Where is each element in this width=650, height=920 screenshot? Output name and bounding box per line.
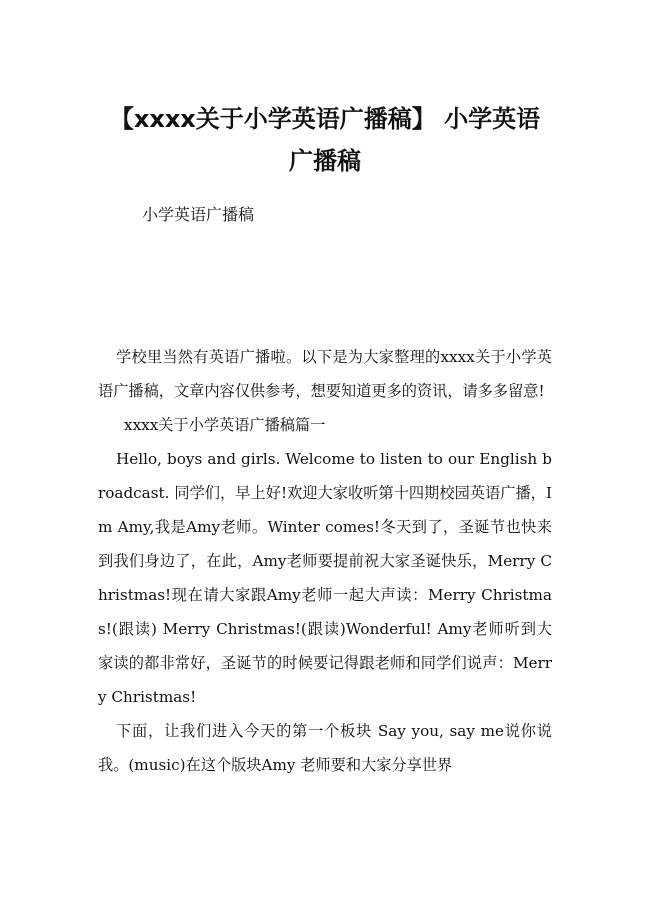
body-paragraph-1: Hello, boys and girls. Welcome to listen to our English broadcast. 同学们，早上好!欢迎大家收听第十四期校园英语广播，Im Amy,我是Amy老师。Winter comes!冬天到了，圣诞节也快来到我们身边了，在此，Amy老师要提前祝大家圣诞快乐，Merry Christmas!现在请大家跟Amy老师一起大声读：Merry Christmas!(跟读) Merry Christmas!(跟读)Wonderful! Amy老师听到大家读的都非常好，圣诞节的时候要记得跟老师和同学们说声：Merry Christmas! <box>98 450 552 706</box>
body-paragraph-2: 下面，让我们进入今天的第一个板块 Say you, say me说你说我。(music)在这个版块Amy 老师要和大家分享世界 <box>98 722 552 774</box>
document-body <box>98 340 552 782</box>
document-subtitle: 小学英语广播稿 <box>142 205 255 224</box>
document-title: 【xxxx关于小学英语广播稿】 小学英语广播稿 <box>109 105 541 175</box>
intro-paragraph: 学校里当然有英语广播啦。以下是为大家整理的xxxx关于小学英语广播稿，文章内容仅供参考，想要知道更多的资讯，请多多留意! <box>98 348 552 400</box>
section-heading: xxxx关于小学英语广播稿篇一 <box>124 416 326 434</box>
